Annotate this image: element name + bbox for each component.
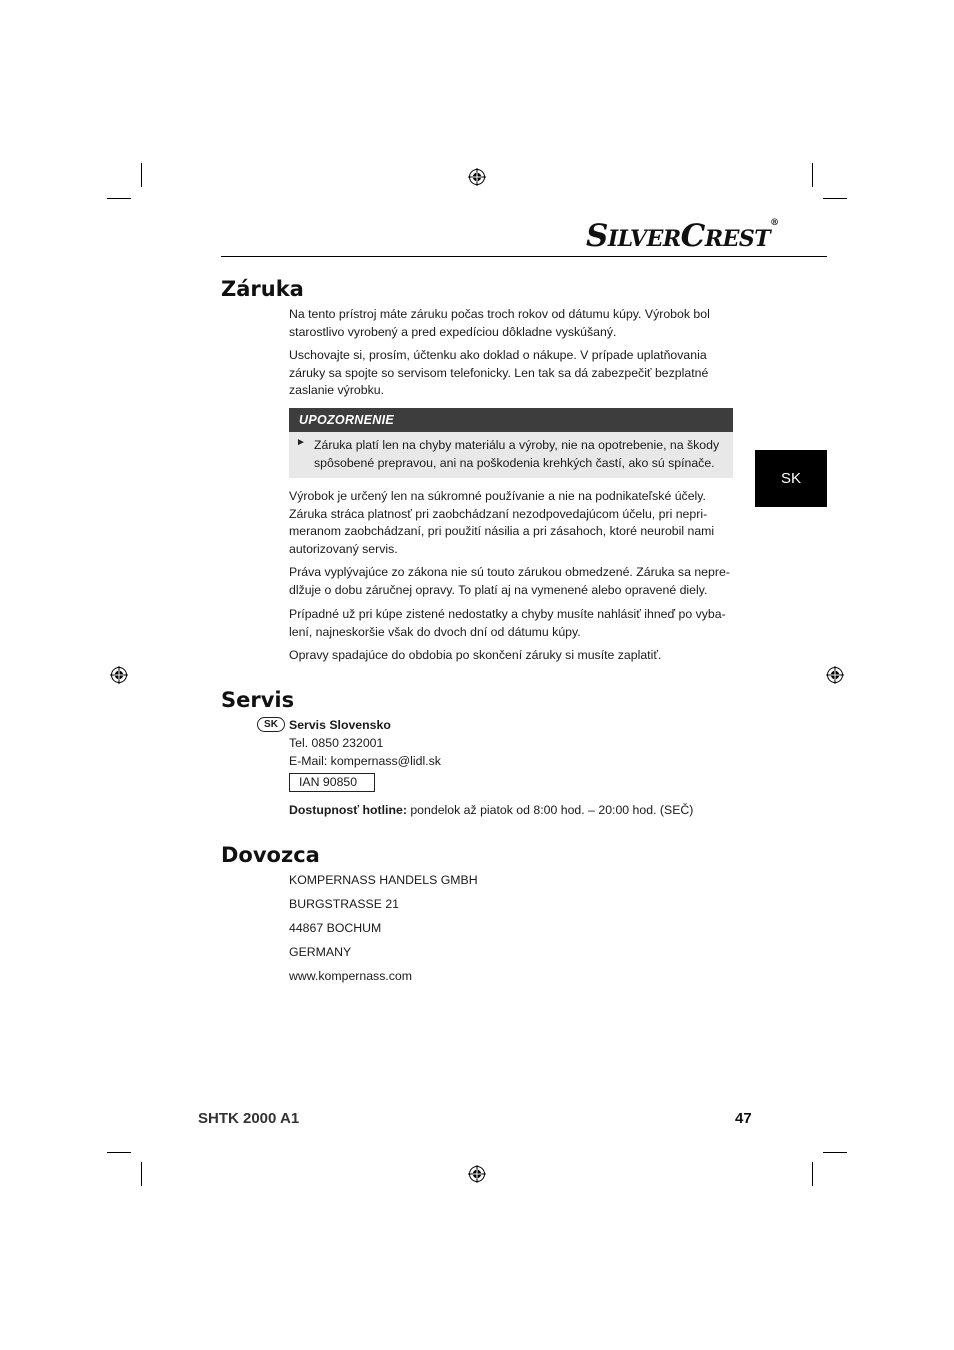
crop-mark [141,163,142,187]
service-tel: Tel. 0850 232001 [289,736,384,750]
warranty-paragraph: Prípadné už pri kúpe zistené nedostatky a chyby musíte nahlásiť ihneď po vybalení, najneskoršie však do dvoch dní od dátumu kúpy. [289,607,726,639]
importer-street: BURGSTRASSE 21 [289,897,400,911]
country-badge: SK [257,717,285,732]
silvercrest-logo: SILVERCREST® [586,218,779,254]
bullet-arrow-icon: ► [296,437,306,448]
notice-title: UPOZORNENIE [289,408,733,432]
footer-model: SHTK 2000 A1 [198,1110,300,1127]
importer-company: KOMPERNASS HANDELS GMBH [289,873,478,887]
registration-mark-icon [468,168,486,186]
crop-mark [107,1152,131,1153]
section-title-warranty: Záruka [221,277,304,301]
warranty-paragraph: Na tento prístroj máte záruku počas troch rokov od dátumu kúpy. Výrobok bol starostlivo vyrobený a pred expedíciou dôkladne vyskúšaný. [289,307,710,339]
warranty-paragraph: Opravy spadajúce do obdobia po skončení záruky si musíte zaplatiť. [289,648,662,662]
warranty-paragraph: Výrobok je určený len na súkromné používanie a nie na podnikateľské účely. Záruka stráca platnosť pri zaobchádzaní nezodpovedajúcom účelu, pri neprimeranom zaobchádzaní, pri použití násilia a pri zásahoch, ktoré neurobil nami autorizovaný servis. [289,489,715,556]
warranty-paragraph: Práva vyplývajúce zo zákona nie sú touto zárukou obmedzené. Záruka sa nepredlžuje o dobu záručnej opravy. To platí aj na vymenené alebo opravené diely. [289,565,730,597]
hotline-text: pondelok až piatok od 8:00 hod. – 20:00 hod. (SEČ) [410,803,694,817]
crop-mark [141,1162,142,1186]
registration-mark-icon [468,1165,486,1183]
crop-mark [812,1162,813,1186]
ian-box: IAN 90850 [289,773,375,792]
section-title-service: Servis [221,688,295,712]
registration-mark-icon [826,666,844,684]
service-email: E-Mail: kompernass@lidl.sk [289,754,441,768]
service-name: Servis Slovensko [289,718,391,732]
page-number: 47 [735,1110,752,1127]
crop-mark [812,163,813,187]
crop-mark [823,1152,847,1153]
crop-mark [107,198,131,199]
importer-web: www.kompernass.com [289,969,413,983]
warranty-paragraph: Uschovajte si, prosím, účtenku ako doklad o nákupe. V prípade uplatňovania záruky sa spojte so servisom telefonicky. Len tak sa dá zabezpečiť bezplatné zaslanie výrobku. [289,348,709,397]
crop-mark [823,198,847,199]
section-title-importer: Dovozca [221,843,320,867]
hotline-line [289,802,733,820]
importer-city: 44867 BOCHUM [289,921,382,935]
header-rule [221,256,827,257]
registration-mark-icon [110,666,128,684]
language-tab: SK [755,450,827,507]
importer-country: GERMANY [289,945,352,959]
hotline-label: Dostupnosť hotline: [289,803,407,817]
notice-text: Záruka platí len na chyby materiálu a výroby, nie na opotrebenie, na škody spôsobené prepravou, ani na poškodenia krehkých častí, ako sú spínače. [314,438,720,470]
